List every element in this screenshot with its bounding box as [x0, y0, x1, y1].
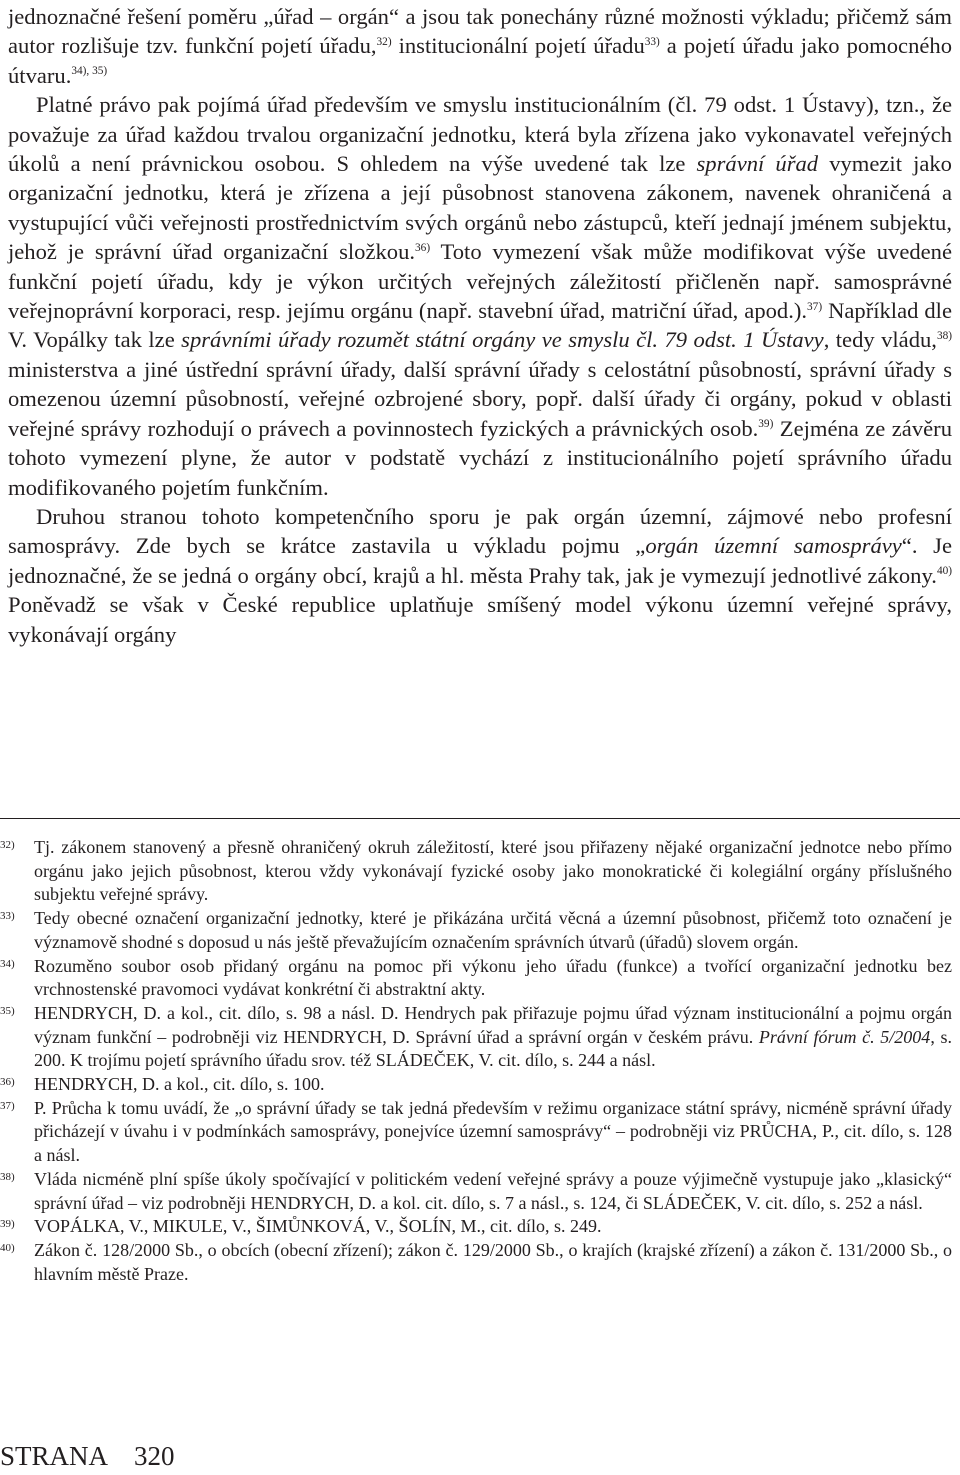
footnote	[0, 1097, 952, 1168]
page-number: 320	[134, 1441, 175, 1471]
footnote-number: 37)	[0, 1099, 15, 1112]
footnote-ref: 40)	[936, 565, 952, 578]
paragraph-1	[8, 2, 952, 90]
footnote-ref: 36)	[415, 241, 431, 254]
footnote-text	[34, 1215, 952, 1239]
footnote-number: 36)	[0, 1076, 15, 1089]
footnote-number: 32)	[0, 839, 15, 851]
footnote-text	[34, 836, 952, 907]
text-run: Poněvadž se však v České republice uplatňuje smíšený model výkonu územní veřejné správy, vykonávají orgány	[8, 592, 952, 647]
italic-phrase: Právní fórum č. 5/2004	[758, 1026, 931, 1047]
footnote-text	[34, 1097, 952, 1168]
text-run: Tj. zákonem stanovený a přesně ohraničený okruh záležitostí, které jsou přiřazeny nějaké organizační jednotce nebo přímo orgánu jako jejich působnost, kterou vždy vykonávají fyzické osoby jako monokratické či kolegiální orgány příslušného subjektu veřejné správy.	[34, 837, 952, 905]
italic-phrase: správní úřad	[696, 151, 819, 177]
footnote	[0, 1168, 952, 1215]
footnote	[0, 836, 952, 907]
footnote-text	[34, 907, 952, 954]
text-run: “. Je jednoznačné, že se jedná o orgány obcí, krajů a hl. města Prahy tak, jak je vymezují jednotlivé zákony.	[8, 533, 952, 588]
footnote-number: 39)	[0, 1218, 15, 1231]
text-run: Zákon č. 128/2000 Sb., o obcích (obecní zřízení); zákon č. 129/2000 Sb., o krajích (krajské zřízení) a zákon č. 131/2000 Sb., o hlavním městě Praze.	[34, 1239, 952, 1284]
footnote	[0, 1073, 952, 1097]
footnote-number: 38)	[0, 1170, 15, 1183]
paragraph-2	[8, 90, 952, 502]
text-run: Zejména ze závěru tohoto vymezení plyne, že autor v podstatě vychází z institucionálního pojetí správního úřadu modifikovaného pojetím funkčním.	[8, 415, 952, 500]
footnote-ref: 34), 35)	[71, 65, 108, 78]
footnote-number: 34)	[0, 957, 15, 970]
footnote-text	[34, 955, 952, 1002]
footnote-ref: 38)	[936, 330, 952, 342]
footnote-separator	[0, 818, 960, 819]
footnote-text	[34, 1239, 952, 1286]
text-run: ministerstva a jiné ústřední správní úřady, další správní úřady s celostátní působností, správní úřady s omezenou územní působností, veřejné ozbrojené sbory, popř. další úřady či orgány, pokud v oblasti veřejné správy rozhodují o právech a povinnostech fyzických a právnických osob.	[8, 356, 952, 441]
text-run: HENDRYCH, D. a kol., cit. dílo, s. 100.	[34, 1074, 325, 1095]
text-run: Rozuměno soubor osob přidaný orgánu na pomoc při výkonu jeho úřadu (funkce) a tvořící organizační jednotku bez vrchnostenské pravomoci vydávat konkrétní či abstraktní akty.	[34, 955, 952, 1000]
main-text	[8, 2, 952, 649]
footnote	[0, 1239, 952, 1286]
footnote-text	[34, 1002, 952, 1073]
text-run: a pojetí úřadu jako pomocného útvaru.	[8, 33, 953, 88]
footnote-text	[34, 1168, 952, 1215]
text-run: Platné právo pak pojímá úřad především ve smyslu institucionálním (čl. 79 odst. 1 Ústavy), tzn., že považuje za úřad každou trvalou organizační jednotku, která byla zřízena jako vykonavatel veřejných úkolů a není právnickou osobou. S ohledem na výše uvedené tak lze	[8, 92, 952, 177]
text-run: Vláda nicméně plní spíše úkoly spočívající v politickém vedení veřejné správy a pouze výjimečně vystupuje jako „klasický“ správní úřad – viz podrobněji HENDRYCH, D. a kol. cit. dílo, s. 7 a násl., s. 124, či SLÁDEČEK, V. cit. dílo, s. 252 a násl.	[34, 1168, 952, 1213]
text-run: vymezit jako organizační jednotku, která je zřízena a její působnost stanovena zákonem, navenek ohraničená a vystupující vůči veřejnosti prostřednictvím svých orgánů nebo zástupců, kteří jednají jménem subjektu, jehož je správní úřad organizační složkou.	[8, 151, 952, 265]
footnote	[0, 907, 952, 954]
paragraph-3	[8, 502, 952, 649]
text-run: jednoznačné řešení poměru „úřad – orgán“ a jsou tak ponechány různé možnosti výkladu; přičemž sám autor rozlišuje tzv. funkční pojetí úřadu,	[8, 4, 952, 59]
footnote-number: 35)	[0, 1004, 15, 1017]
text-run: , s. 200. K trojímu pojetí správního úřadu srov. též SLÁDEČEK, V. cit. dílo, s. 244 a násl.	[34, 1026, 952, 1071]
page-label: STRANA	[0, 1441, 109, 1471]
footnote	[0, 1002, 952, 1073]
text-run: HENDRYCH, D. a kol., cit. dílo, s. 98 a násl. D. Hendrych pak přiřazuje pojmu úřad význam institucionální a pojmu orgán význam funkční – podrobněji viz HENDRYCH, D. Správní úřad a správní orgán v českém právu.	[34, 1002, 952, 1047]
text-run: Například dle V. Vopálky tak lze	[8, 298, 952, 353]
text-run: Druhou stranou tohoto kompetenčního sporu je pak orgán územní, zájmové nebo profesní samosprávy. Zde bych se krátce zastavila u výkladu pojmu „	[8, 503, 952, 559]
footnote	[0, 1215, 952, 1239]
text-run: Toto vymezení však může modifikovat výše uvedené funkční pojetí úřadu, kdy je výkon určitých veřejných záležitostí přičleněn např. samosprávné veřejnoprávní korporaci, resp. jejímu orgánu (např. stavební úřad, matriční úřad, apod.).	[8, 239, 952, 324]
footnote-ref: 39)	[758, 418, 774, 431]
text-run: VOPÁLKA, V., MIKULE, V., ŠIMŮNKOVÁ, V., ŠOLÍN, M., cit. dílo, s. 249.	[34, 1216, 602, 1237]
footnote-number: 33)	[0, 910, 15, 923]
footnote	[0, 955, 952, 1002]
text-run: Tedy obecné označení organizační jednotky, které je přikázána určitá věcná a územní působnost, přičemž toto označení je významově shodné s doposud u nás ještě převažujícím označením správních útvarů (úřadů) slovem orgán.	[34, 908, 952, 952]
footnote-ref: 33)	[644, 35, 660, 48]
text-run: institucionální pojetí úřadu	[391, 33, 645, 59]
footnote-text	[34, 1073, 952, 1097]
footnote-ref: 37)	[807, 300, 823, 313]
page-footer	[0, 1440, 175, 1472]
text-run: P. Průcha k tomu uvádí, že „o správní úřady se tak jedná především v režimu organizace státní správy, nicméně správní úřady přicházejí v úvahu i v podmínkách samosprávy, ponejvíce územní samosprávy“ – podrobněji viz PRŮCHA, P., cit. dílo, s. 128 a násl.	[34, 1097, 952, 1166]
italic-phrase: orgán územní samosprávy	[645, 533, 902, 559]
footnote-number: 40)	[0, 1241, 15, 1254]
italic-phrase: správními úřady rozumět státní orgány ve smyslu čl. 79 odst. 1 Ústavy	[181, 327, 824, 353]
text-run: , tedy vládu,	[823, 327, 937, 353]
footnotes	[0, 836, 952, 1286]
footnote-ref: 32)	[376, 35, 392, 48]
